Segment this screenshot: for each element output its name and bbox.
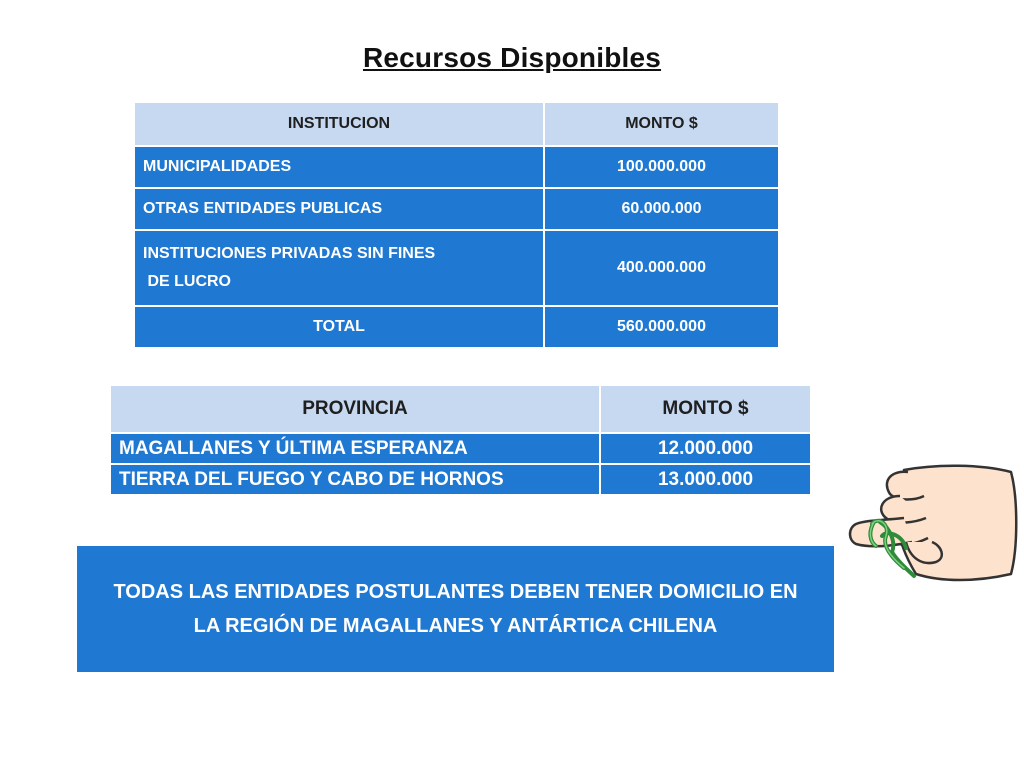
domicile-notice — [77, 546, 834, 672]
cell-total-label: TOTAL — [134, 306, 544, 348]
table-row — [134, 230, 779, 306]
table-header-row — [110, 385, 811, 433]
hand-with-string-reminder-icon — [846, 458, 1022, 588]
header-monto: MONTO $ — [600, 385, 811, 433]
table-row — [110, 464, 811, 495]
notice-line-2: LA REGIÓN DE MAGALLANES Y ANTÁRTICA CHILENA — [193, 615, 718, 637]
table-header-row — [134, 102, 779, 146]
header-monto: MONTO $ — [544, 102, 779, 146]
page-title: Recursos Disponibles — [362, 42, 662, 73]
table-row — [110, 433, 811, 464]
cell-total-monto: 560.000.000 — [544, 306, 779, 348]
cell-provincia: TIERRA DEL FUEGO Y CABO DE HORNOS — [110, 464, 600, 495]
cell-monto: 12.000.000 — [600, 433, 811, 464]
notice-line-1: TODAS LAS ENTIDADES POSTULANTES DEBEN TENER DOMICILIO EN — [113, 581, 798, 603]
header-institucion: INSTITUCION — [134, 102, 544, 146]
instituciones-table — [133, 101, 780, 349]
table-row — [134, 146, 779, 188]
cell-monto: 13.000.000 — [600, 464, 811, 495]
cell-institucion — [134, 230, 544, 306]
cell-institucion-line2: DE LUCRO — [143, 273, 231, 290]
cell-institucion: OTRAS ENTIDADES PUBLICAS — [134, 188, 544, 230]
table-row-total — [134, 306, 779, 348]
header-provincia: PROVINCIA — [110, 385, 600, 433]
cell-monto: 100.000.000 — [544, 146, 779, 188]
table-row — [134, 188, 779, 230]
cell-monto: 60.000.000 — [544, 188, 779, 230]
cell-institucion: MUNICIPALIDADES — [134, 146, 544, 188]
cell-provincia: MAGALLANES Y ÚLTIMA ESPERANZA — [110, 433, 600, 464]
provincias-table — [109, 384, 812, 496]
cell-monto: 400.000.000 — [544, 230, 779, 306]
cell-institucion-line1: INSTITUCIONES PRIVADAS SIN FINES — [143, 245, 436, 262]
